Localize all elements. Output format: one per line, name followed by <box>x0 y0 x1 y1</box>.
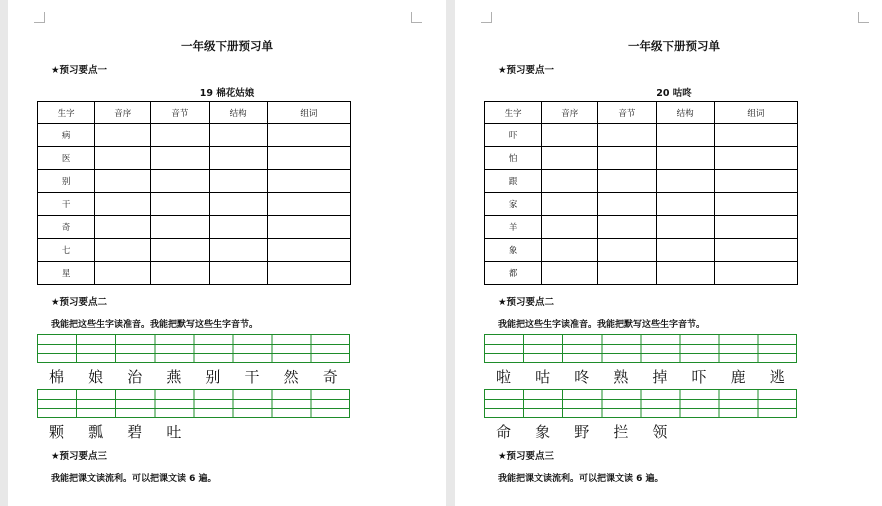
practice-character: 野 <box>574 423 590 441</box>
margin-corner-mark <box>34 12 45 23</box>
practice-character: 啦 <box>496 368 512 386</box>
practice-character: 吓 <box>691 368 707 386</box>
table-row <box>485 239 798 262</box>
practice-character: 碧 <box>127 423 143 441</box>
character-cell: 病 <box>38 124 95 147</box>
pinyin-writing-grid <box>37 334 350 363</box>
character-cell: 干 <box>38 193 95 216</box>
table-row <box>38 262 351 285</box>
table-header-cell: 生字 <box>485 102 542 124</box>
table-header-cell: 音序 <box>95 102 151 124</box>
practice-character: 娘 <box>88 368 104 386</box>
table-header-cell: 音节 <box>151 102 209 124</box>
table-row <box>485 124 798 147</box>
section-heading-2: ★预习要点二 <box>498 297 555 308</box>
pinyin-writing-grid <box>37 389 350 418</box>
table-row <box>485 147 798 170</box>
page-title: 一年级下册预习单 <box>181 39 273 53</box>
section-heading-1: ★预习要点一 <box>51 65 108 76</box>
table-header-cell: 结构 <box>656 102 714 124</box>
practice-character: 咕 <box>535 368 551 386</box>
table-row <box>38 193 351 216</box>
section-heading-2: ★预习要点二 <box>51 297 108 308</box>
practice-character: 干 <box>244 368 260 386</box>
practice-character: 熟 <box>613 368 629 386</box>
character-table <box>37 101 351 285</box>
character-cell: 奇 <box>38 216 95 239</box>
character-cell: 怕 <box>485 147 542 170</box>
table-row <box>485 216 798 239</box>
practice-character: 掉 <box>652 368 668 386</box>
document-page-left <box>8 0 446 506</box>
pinyin-writing-grid <box>484 334 797 363</box>
character-row-1 <box>484 366 797 387</box>
table-row <box>38 216 351 239</box>
section-heading-3: ★预习要点三 <box>51 451 108 462</box>
character-cell: 吓 <box>485 124 542 147</box>
practice-character: 奇 <box>322 368 338 386</box>
section-text-2: 我能把这些生字读准音。我能把默写这些生字音节。 <box>51 320 259 330</box>
practice-character: 逃 <box>769 368 785 386</box>
table-header-cell: 组词 <box>714 102 797 124</box>
practice-character: 拦 <box>613 423 629 441</box>
table-row <box>38 239 351 262</box>
document-page-right <box>455 0 882 506</box>
practice-character: 治 <box>127 368 143 386</box>
section-text-3: 我能把课文读流利。可以把课文读 6 遍。 <box>498 474 664 484</box>
practice-character: 象 <box>535 423 551 441</box>
table-header-row <box>485 102 798 124</box>
practice-character: 棉 <box>49 368 65 386</box>
margin-corner-mark <box>411 12 422 23</box>
table-row <box>485 262 798 285</box>
practice-character: 咚 <box>574 368 590 386</box>
table-header-cell: 结构 <box>209 102 267 124</box>
margin-corner-mark <box>858 12 869 23</box>
lesson-title: 20 咕咚 <box>656 88 692 99</box>
table-header-cell: 生字 <box>38 102 95 124</box>
table-header-cell: 组词 <box>267 102 350 124</box>
table-header-row <box>38 102 351 124</box>
character-cell: 象 <box>485 239 542 262</box>
page-title: 一年级下册预习单 <box>628 39 720 53</box>
character-cell: 家 <box>485 193 542 216</box>
section-text-3: 我能把课文读流利。可以把课文读 6 遍。 <box>51 474 217 484</box>
practice-character: 然 <box>283 368 299 386</box>
pinyin-writing-grid <box>484 389 797 418</box>
margin-corner-mark <box>481 12 492 23</box>
character-cell: 都 <box>485 262 542 285</box>
table-row <box>38 124 351 147</box>
character-row-2 <box>37 421 350 442</box>
section-text-2: 我能把这些生字读准音。我能把默写这些生字音节。 <box>498 320 706 330</box>
character-table <box>484 101 798 285</box>
character-row-1 <box>37 366 350 387</box>
character-cell: 七 <box>38 239 95 262</box>
character-row-2 <box>484 421 797 442</box>
practice-character: 领 <box>652 423 668 441</box>
practice-character: 颗 <box>49 423 65 441</box>
practice-character: 鹿 <box>730 368 746 386</box>
table-header-cell: 音节 <box>598 102 656 124</box>
character-cell: 星 <box>38 262 95 285</box>
practice-character: 瓢 <box>88 423 104 441</box>
section-heading-1: ★预习要点一 <box>498 65 555 76</box>
lesson-title: 19 棉花姑娘 <box>199 88 255 99</box>
table-row <box>38 147 351 170</box>
character-cell: 跟 <box>485 170 542 193</box>
table-row <box>485 170 798 193</box>
character-cell: 别 <box>38 170 95 193</box>
table-row <box>485 193 798 216</box>
practice-character: 命 <box>496 423 512 441</box>
table-row <box>38 170 351 193</box>
practice-character: 吐 <box>166 423 182 441</box>
practice-character: 别 <box>205 368 221 386</box>
practice-character: 燕 <box>166 368 182 386</box>
character-cell: 医 <box>38 147 95 170</box>
character-cell: 羊 <box>485 216 542 239</box>
table-header-cell: 音序 <box>542 102 598 124</box>
section-heading-3: ★预习要点三 <box>498 451 555 462</box>
